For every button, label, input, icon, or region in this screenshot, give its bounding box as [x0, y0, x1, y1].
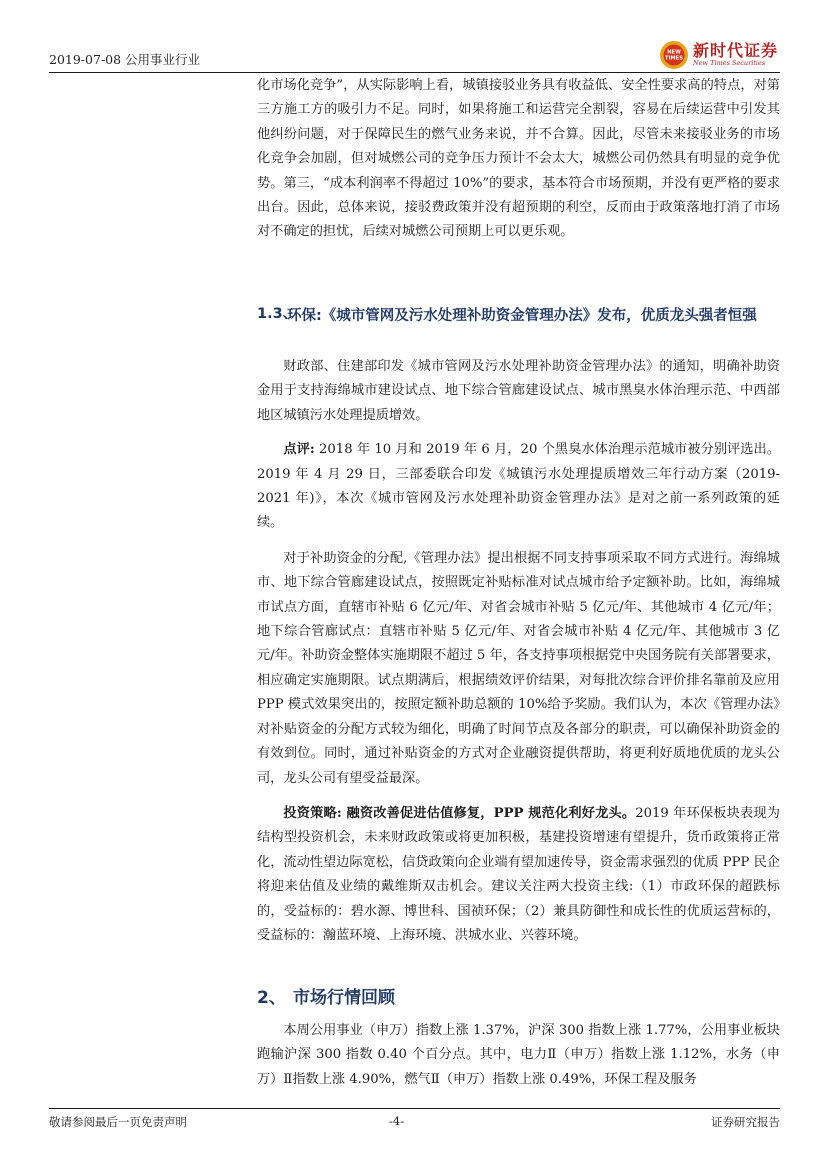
page-number: -4- [389, 1114, 405, 1128]
intro-block [257, 74, 780, 245]
svg-text:TIMES: TIMES [665, 55, 683, 62]
comment-label: 点评: [283, 442, 315, 458]
footer-report-type: 证券研究报告 [711, 1115, 780, 1129]
header-rule [49, 72, 780, 73]
company-logo [659, 38, 778, 72]
logo-badge-icon [659, 40, 689, 70]
strategy-headline: 融资改善促进估值修复，PPP 规范化利好龙头。 [341, 805, 636, 821]
section-1-3-number: 1.3、 [257, 306, 298, 322]
section-1-3-strategy [257, 802, 780, 948]
footer-rule [49, 1108, 780, 1109]
intro-paragraph: 化市场化竞争”，从实际影响上看，城镇接驳业务具有收益低、安全性要求高的特点，对第三方施工方的吸引力不足。同时，如果将施工和运营完全割裂，容易在后续运营中引发其他纠纷问题，对于保障民生的燃气业务来说，并不合算。因此，尽管未来接驳业务的市场化竞争会加剧，但对城燃公司的竞争压力预计不会太大，城燃公司仍然具有明显的竞争优势。第三，“成本利润率不得超过 10%”的要求，基本符合市场预期，并没有更严格的要求出台。因此，总体来说，接驳费政策并没有超预期的利空，反而由于政策落地打消了市场对不确定的担忧，后续对城燃公司预期上可以更乐观。 [257, 78, 780, 240]
section-1-3-comment [257, 438, 780, 536]
logo-name-cn: 新时代证券 [692, 41, 778, 60]
comment-text: 2018 年 10 月和 2019 年 6 月，20 个黑臭水体治理示范城市被分别评选出。2019 年 4 月 29 日，三部委联合印发《城镇污水处理提质增效三年行动方案（2019-2021 年)》，本次《城市管网及污水处理补助资金管理办法》是对之前一系列政策的延续。 [257, 442, 780, 531]
section-1-3-paragraph-1: 财政部、住建部印发《城市管网及污水处理补助资金管理办法》的通知，明确补助资金用于支持海绵城市建设试点、地下综合管廊建设试点、城市黑臭水体治理示范、中西部地区城镇污水处理提质增效。 [257, 359, 780, 423]
strategy-label: 投资策略: [283, 805, 342, 821]
svg-text:NEW: NEW [667, 49, 681, 56]
section-1-3-paragraph-3: 对于补助资金的分配,《管理办法》提出根据不同支持事项采取不同方式进行。海绵城市、地下综合管廊建设试点，按照既定补贴标准对试点城市给予定额补助。比如，海绵城市试点方面，直辖市补贴 6 亿元/年、对省会城市补贴 5 亿元/年、其他城市 4 亿元/年；地下综合管廊试点：直辖市补贴 5 亿元/年、对省会城市补贴 4 亿元/年、其他城市 3 亿元/年。补助资金整体实施期限不超过 5 年，各支持事项根据党中央国务院有关部署要求，相应确定实施期限。试点期满后，根据绩效评价结果，对每批次综合评价排名靠前及应用 PPP 模式效果突出的，按照定额补助总额的 10%给予奖励。我们认为，本次《管理办法》对补贴资金的分配方式较为细化，明确了时间节点及各部分的职责，可以确保补助资金的有效到位。同时，通过补贴资金的方式对企业融资提供帮助，将更利好质地优质的龙头公司，龙头公司有望受益最深。 [257, 550, 780, 786]
page-footer [49, 1108, 780, 1138]
strategy-text: 2019 年环保板块表现为结构型投资机会，未来财政政策或将更加积极，基建投资增速有望提升，货币政策将正常化，流动性望边际宽松，信贷政策向企业端有望加速传导，资金需求强烈的优质 PPP 民企将迎来估值及业绩的戴维斯双击机会。建议关注两大投资主线:（1）市政环保的超跌标的，受益标的：碧水源、博世科、国祯环保；（2）兼具防御性和成长性的优质运营标的，受益标的：瀚蓝环境、上海环境、洪城水业、兴蓉环境。 [257, 805, 780, 943]
header-date-industry: 2019-07-08 公用事业行业 [49, 52, 201, 67]
section-2 [257, 983, 780, 1087]
page-header [49, 41, 780, 74]
footer-disclaimer: 敬请参阅最后一页免责声明 [49, 1115, 187, 1129]
logo-name-en: New Times Securities [692, 59, 766, 67]
section-2-title: 市场行情回顾 [293, 988, 395, 1008]
section-1-3-title: 环保:《城市管网及污水处理补助资金管理办法》发布，优质龙头强者恒强 [287, 308, 757, 324]
section-2-number: 2、 [257, 988, 286, 1008]
section-2-paragraph-1: 本周公用事业（申万）指数上涨 1.37%，沪深 300 指数上涨 1.77%，公用事业板块跑输沪深 300 指数 0.40 个百分点。其中，电力Ⅱ（申万）指数上涨 1.12%，水务（申万）Ⅱ指数上涨 4.90%，燃气Ⅱ（申万）指数上涨 0.49%，环保工程及服务 [257, 1023, 780, 1087]
